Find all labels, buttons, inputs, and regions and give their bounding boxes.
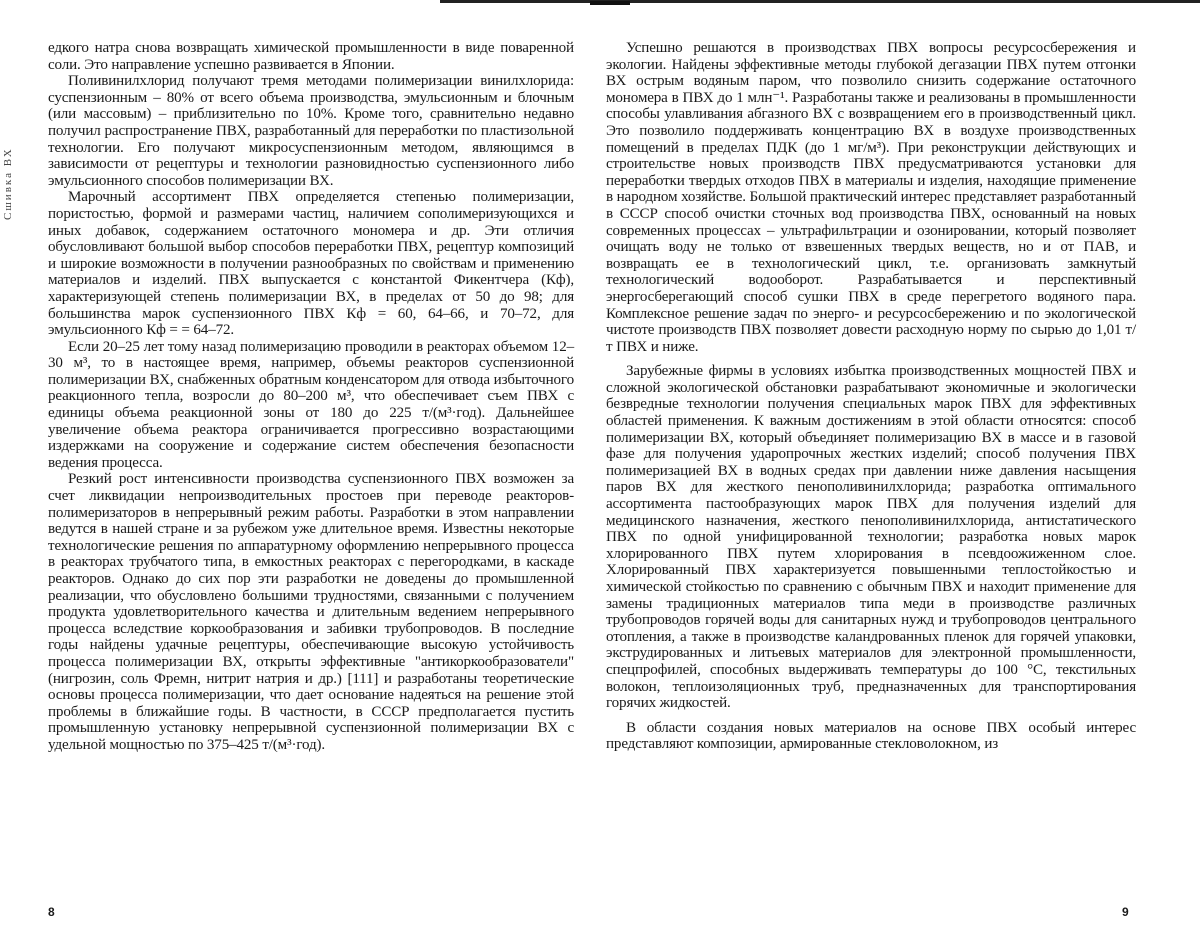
right-paragraph-2: Зарубежные фирмы в условиях избытка производственных мощностей ПВХ и сложной экологической обстановки разрабатывают экономичные и экологически безвредные технологии получения специальных марок ПВХ для эффективных областей применения. К важным достижениям в этой области относятся: способ полимеризации ВХ, который объединяет полимеризацию ВХ в массе и в газовой фазе для получения ударопрочных жестких изделий; способ получения ПВХ полимеризацией ВХ в водных средах при давлении ниже давления насыщения паров ВХ для жесткого пенополивинилхлорида; разработка оптимального ассортимента пастообразующих марок ПВХ для получения изделий для медицинского назначения, жесткого пенополивинилхлорида, антистатического ПВХ по одной унифицированной технологии; разработка новых марок хлорированного ПВХ путем хлорирования в псевдоожиженном слое. Хлорированный ПВХ характеризуется повышенными теплостойкостью и химической стойкостью по сравнению с обычным ПВХ и находит применение для замены традиционных материалов типа меди в производстве различных трубопроводов горячей воды для санитарных нужд и трубопроводов центрального отопления, а также в производстве каландрованных пленок для горячей упаковки, экструдированных и литьевых материалов для электронной промышленности, спецпрофилей, способных выдерживать температуры до 100 °С, текстильных волокон, теплоизоляционных труб, предназначенных для транспортирования горячих жидкостей.	[606, 363, 1136, 712]
left-page	[48, 40, 574, 754]
left-paragraph-5: Резкий рост интенсивности производства суспензионного ПВХ возможен за счет ликвидации непроизводительных простоев при переводе реакторов-полимеризаторов в непрерывный режим работы. Разработки в этом направлении ведутся в нашей стране и за рубежом уже длительное время. Известны некоторые технологические решения по аппаратурному оформлению непрерывного процесса в реакторах трубчатого типа, в емкостных реакторах с перегородками, в каскаде реакторов. Однако до сих пор эти разработки не доведены до промышленной реализации, что обусловлено большими трудностями, связанными с получением продукта удовлетворительного качества и длительным ведением непрерывного процесса вследствие коркообразования и забивки трубопроводов. В последние годы найдены удачные рецептуры, обеспечивающие высокую устойчивость процесса полимеризации ВХ, открыты эффективные "антикоркообразователи" (нигрозин, соль Фремн, нитрит натрия и др.) [111] и разработаны теоретические основы процесса полимеризации, что дает основание надеяться на решение этой проблемы в ближайшие годы. В частности, в СССР предполагается пустить промышленную установку непрерывной суспензионной полимеризации ВХ с удельной мощностью по 375–425 т/(м³·год).	[48, 471, 574, 753]
left-paragraph-2: Поливинилхлорид получают тремя методами полимеризации винилхлорида: суспензионным – 80% от всего объема производства, эмульсионным и блочным (или массовым) – приблизительно по 10%. Кроме того, сравнительно недавно получил распространение ПВХ, разработанный для переработки по пластизольной технологии. Его получают микросуспензионным методом, являющимся в зависимости от рецептуры и технологии разновидностью суспензионного либо эмульсионного способов полимеризации ВХ.	[48, 73, 574, 189]
left-paragraph-4: Если 20–25 лет тому назад полимеризацию проводили в реакторах объемом 12–30 м³, то в настоящее время, например, объемы реакторов суспензионной полимеризации ВХ, снабженных обратным конденсатором для отвода избыточного реакционного тепла, возросли до 80–200 м³, что обеспечивает съем ПВХ с единицы объема реакционной зоны от 180 до 225 т/(м³·год). Дальнейшее увеличение объема реактора ограничивается прогрессивно возрастающими издержками на сооружение и содержание систем обеспечения безопасности ведения процесса.	[48, 338, 574, 471]
right-paragraph-3: В области создания новых материалов на основе ПВХ особый интерес представляют композиции, армированные стекловолокном, из	[606, 719, 1136, 753]
right-paragraph-1: Успешно решаются в производствах ПВХ вопросы ресурсосбережения и экологии. Найдены эффективные методы глубокой дегазации ПВХ путем отгонки ВХ острым водяным паром, что позволило снизить содержание остаточного мономера в ПВХ до 1 млн⁻¹. Разработаны также и реализованы в промышленности способы улавливания абгазного ВХ с возвращением его в производственный цикл. Это позволило поддерживать концентрацию ВХ в воздухе производственных помещений в пределах ПДК (до 1 мг/м³). При реконструкции действующих и строительстве новых производств ПВХ предусматриваются установки для переработки твердых отходов ПВХ в материалы и изделия, находящие применение в народном хозяйстве. Большой практический интерес представляет разработанный в СССР способ очистки сточных вод производства ПВХ, основанный на новых современных процессах – ультрафильтрации и озонировании, который позволяет очищать воду не только от взвешенных твердых веществ, но и от ПАВ, и возвращать ее в технологический цикл, т.е. организовать замкнутый технологический водооборот. Разрабатывается и перспективный энергосберегающий способ сушки ПВХ в среде перегретого водяного пара. Комплексное решение задач по энерго- и ресурсосбережению и по экологической чистоте производств ПВХ позволяет довести расходную норму по сырью до 1,01 т/т ПВХ и ниже.	[606, 40, 1136, 355]
left-paragraph-3: Марочный ассортимент ПВХ определяется степенью полимеризации, пористостью, формой и размерами частиц, наличием сополимеризующихся и иных добавок, содержанием остаточного мономера и др. Эти отличия обусловливают большой выбор способов переработки ПВХ, рецептур композиций и широкие возможности в получении разнообразных по свойствам и применению материалов и изделий. ПВХ выпускается с константой Фикентчера (Кф), характеризующей степень полимеризации ВХ, в пределах от 50 до 98; для большинства марок суспензионного ПВХ Кф = 60, 64–66, и 70–72, для эмульсионного Кф = = 64–72.	[48, 189, 574, 339]
right-page	[606, 40, 1136, 753]
left-paragraph-1: едкого натра снова возвращать химической промышленности в виде поваренной соли. Это направление успешно развивается в Японии.	[48, 40, 574, 73]
page-number-right: 9	[1122, 905, 1129, 919]
handwritten-margin-note: Сшивка ВХ	[2, 147, 14, 220]
top-rule	[440, 0, 1200, 3]
top-rule-mark	[590, 1, 630, 5]
page-number-left: 8	[48, 905, 55, 919]
